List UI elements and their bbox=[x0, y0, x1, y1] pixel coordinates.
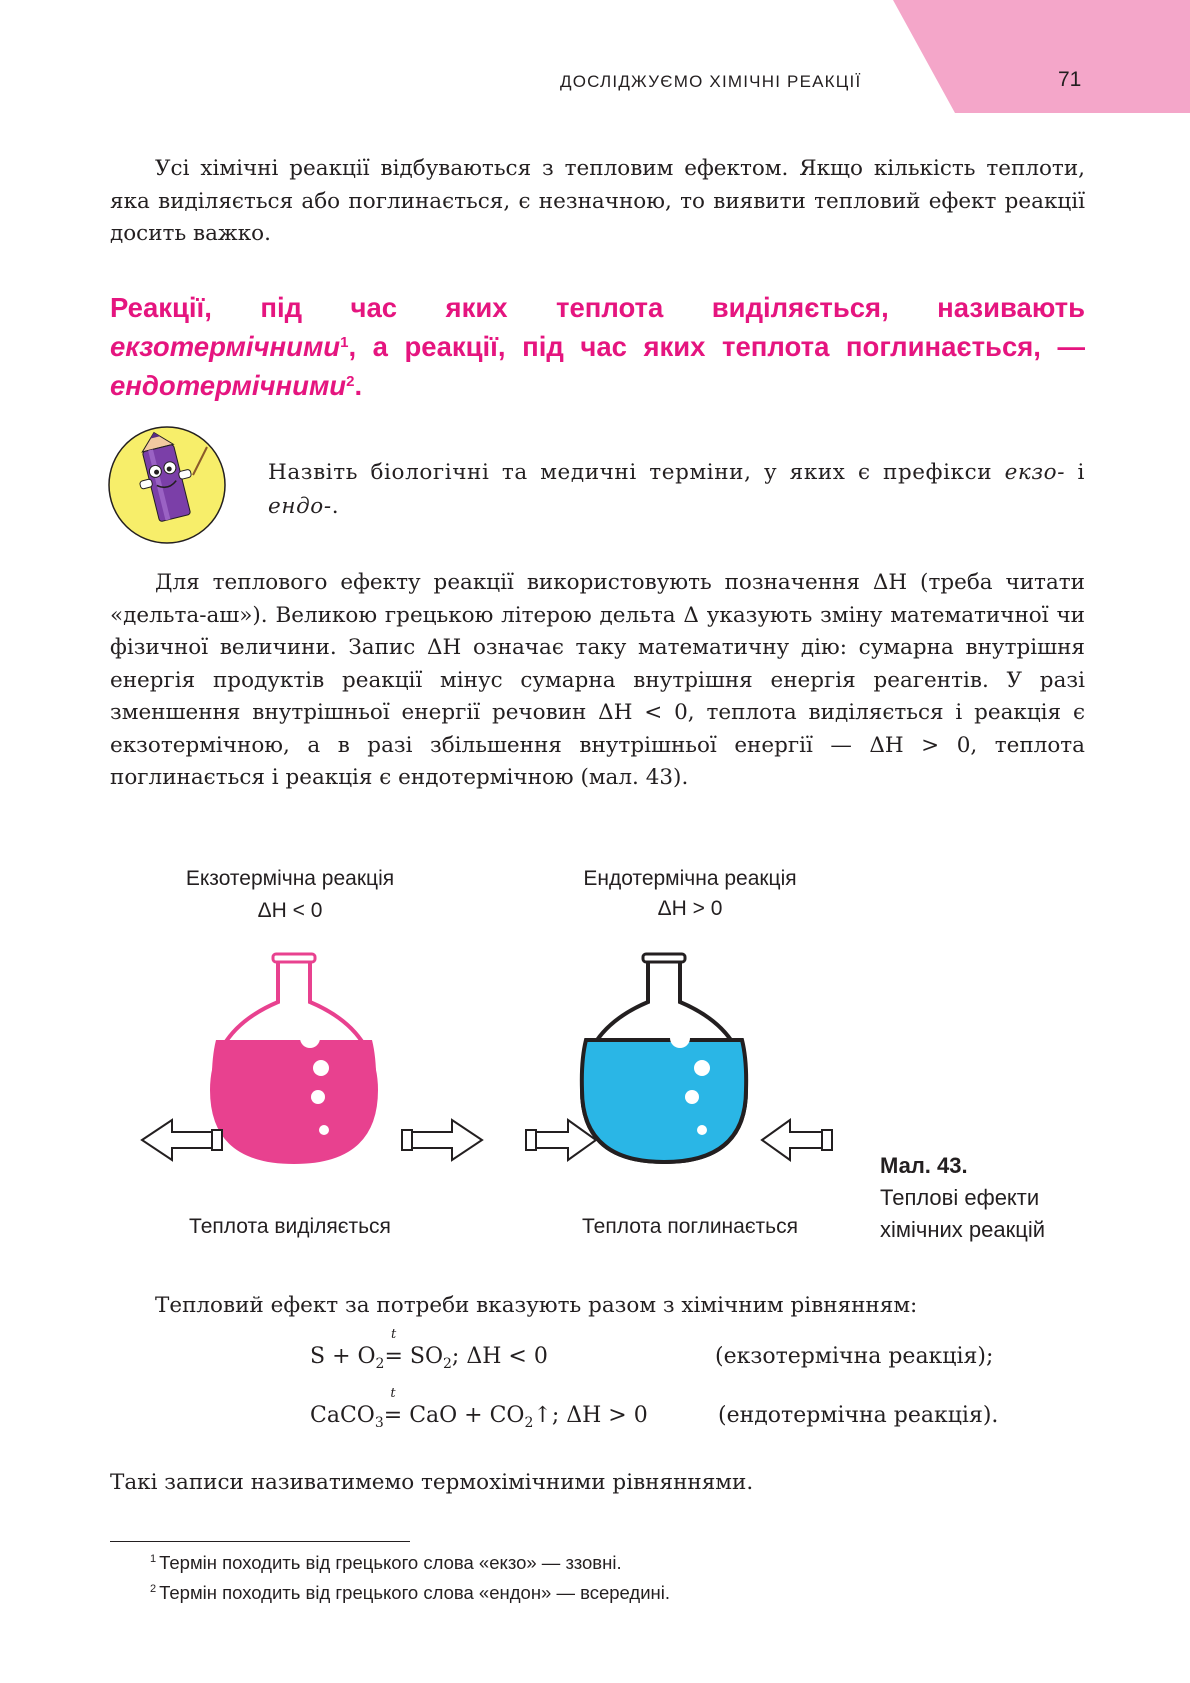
eq1-condition: t bbox=[391, 1327, 397, 1342]
page-number: 71 bbox=[1058, 68, 1082, 91]
exo-flask bbox=[212, 954, 376, 1162]
intro-paragraph bbox=[110, 153, 1085, 251]
eq1-delta: ; ΔH < 0 bbox=[451, 1344, 548, 1369]
definition-term-endo: ендотермічними bbox=[110, 370, 347, 401]
equations-intro-text: Тепловий ефект за потреби вказують разом з хімічним рівнянням: bbox=[155, 1293, 918, 1318]
eq2-rhs-sub: 2 bbox=[524, 1415, 534, 1431]
eq2-gas-arrow: ↑ bbox=[533, 1403, 552, 1428]
question-conj: і bbox=[1065, 460, 1086, 485]
closing-paragraph-text: Такі записи називатимемо термохімічними рівняннями. bbox=[110, 1470, 754, 1495]
prefix-exo: екзо- bbox=[1004, 460, 1066, 485]
exo-arrow-right bbox=[402, 1120, 482, 1160]
heat-effect-illustration bbox=[130, 940, 860, 1170]
question-block bbox=[268, 456, 1085, 524]
equation-2 bbox=[310, 1386, 648, 1431]
definition-part3: . bbox=[354, 370, 363, 401]
equations-intro bbox=[110, 1290, 1085, 1323]
definition-block bbox=[110, 288, 1085, 405]
pencil-mascot-icon bbox=[107, 425, 229, 547]
definition-term-exo: екзотермічними bbox=[110, 331, 341, 362]
delta-h-paragraph-text: Для теплового ефекту реакції використовують позначення ΔH (треба читати «дельта-аш»). Великою грецькою літерою дельта Δ указують зміну математичної чи фізичної величини. Запис ΔH означає таку математичну дію: сумарна внутрішня енергія продуктів реакції мінус сумарна внутрішня енергія реагентів. У разі зменшення внутрішньої енергії речовин ΔH < 0, теплота виділяється і реакція є екзотермічною, а в разі збільшення внутрішньої енергії — ΔH > 0, теплота поглинається і реакція є ендотермічною (мал. 43). bbox=[110, 570, 1085, 790]
footnote-1-text: Термін походить від грецького слова «екзо» — ззовні. bbox=[159, 1552, 622, 1573]
footnote-1 bbox=[150, 1552, 950, 1574]
eq1-equals: = t bbox=[384, 1327, 403, 1369]
footnote-1-mark: 1 bbox=[150, 1553, 157, 1565]
equation-1 bbox=[310, 1327, 548, 1372]
exo-arrow-left bbox=[142, 1120, 222, 1160]
intro-paragraph-text: Усі хімічні реакції відбуваються з тепловим ефектом. Якщо кількість теплоти, яка виділяється або поглинається, є незначною, то виявити тепловий ефект реакції досить важко. bbox=[110, 156, 1085, 246]
endo-arrow-left bbox=[526, 1120, 596, 1160]
footnote-2-text: Термін походить від грецького слова «ендон» — всередині. bbox=[159, 1582, 671, 1603]
figure-number: Мал. 43. bbox=[880, 1153, 968, 1178]
eq2-condition: t bbox=[390, 1386, 396, 1401]
endo-flask bbox=[582, 954, 746, 1162]
question-text: Назвіть біологічні та медичні терміни, у яких є префікси bbox=[268, 460, 1005, 485]
eq2-lhs-sub: 3 bbox=[374, 1415, 384, 1431]
exo-title: Екзотермічна реакція bbox=[185, 867, 395, 890]
eq2-delta: ; ΔH > 0 bbox=[551, 1403, 648, 1428]
footnote-ref-2: 2 bbox=[346, 373, 355, 390]
delta-h-paragraph bbox=[110, 567, 1085, 795]
eq2-rhs: CaO + CO bbox=[409, 1403, 525, 1428]
footnote-divider bbox=[110, 1541, 410, 1542]
endo-delta: ΔH > 0 bbox=[657, 897, 723, 920]
eq2-lhs: CaCO bbox=[310, 1403, 375, 1428]
eq1-lhs-sub: 2 bbox=[375, 1356, 385, 1372]
footnote-2-mark: 2 bbox=[150, 1583, 157, 1595]
eq2-equals: = t bbox=[383, 1386, 403, 1428]
exo-caption: Теплота виділяється bbox=[189, 1215, 391, 1238]
question-end: . bbox=[331, 494, 340, 519]
footnote-2 bbox=[150, 1582, 950, 1604]
footnote-ref-1: 1 bbox=[340, 334, 349, 351]
figure-title-line1: Теплові ефекти bbox=[880, 1185, 1040, 1210]
eq1-note: (екзотермічна реакція); bbox=[715, 1344, 994, 1369]
definition-part2: , а реакції, під час яких теплота поглинається, — bbox=[348, 331, 1085, 362]
page-corner-tab bbox=[0, 0, 1190, 120]
eq1-rhs-sub: 2 bbox=[443, 1356, 452, 1372]
definition-part1: Реакції, під час яких теплота виділяється, називають bbox=[110, 292, 1085, 323]
endo-arrow-right bbox=[762, 1120, 832, 1160]
eq1-rhs: SO bbox=[409, 1344, 443, 1369]
exo-delta: ΔH < 0 bbox=[257, 899, 323, 922]
figure-label bbox=[880, 1150, 1090, 1246]
running-title: ДОСЛІДЖУЄМО ХІМІЧНІ РЕАКЦІЇ bbox=[560, 72, 862, 91]
eq2-note: (ендотермічна реакція). bbox=[718, 1403, 999, 1428]
endo-title: Ендотермічна реакція bbox=[583, 867, 797, 890]
figure-title-line2: хімічних реакцій bbox=[880, 1217, 1046, 1242]
eq1-lhs: S + O bbox=[310, 1344, 376, 1369]
endo-caption: Теплота поглинається bbox=[582, 1215, 798, 1238]
closing-paragraph bbox=[110, 1467, 1085, 1500]
prefix-endo: ендо- bbox=[268, 494, 332, 519]
